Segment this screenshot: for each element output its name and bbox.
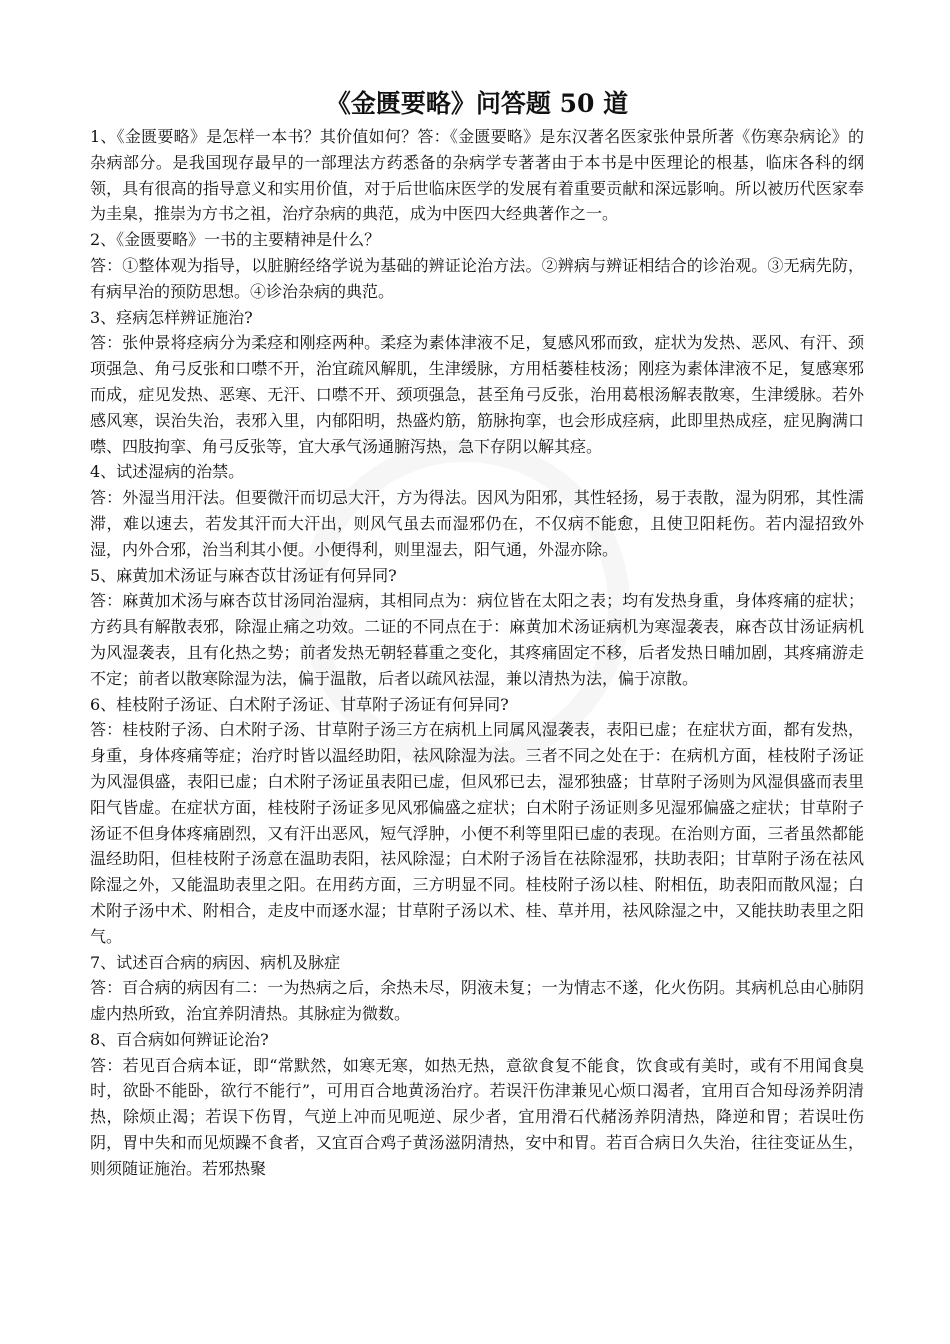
question-7: 7、试述百合病的病因、病机及脉症 (90, 952, 341, 972)
answer-8: 答：若见百合病本证，即“常默然，如寒无寒，如热无热，意欲食复不能食，饮食或有美时，或有不用闻食臭时，欲卧不能卧，欲行不能行”，可用百合地黄汤治疗。若误汗伤津兼见心烦口渴者，宜用百合知母汤养阴清热，除烦止渴；若误下伤胃，气逆上冲而见呃逆、尿少者，宜用滑石代赭汤养阴清热，降逆和胃；若误吐伤阴，胃中失和而见烦躁不食者，又宜百合鸡子黄汤滋阴清热，安中和胃。若百合病日久失治，往往变证丛生，则须随证施治。若邪热聚 (90, 1055, 864, 1178)
answer-2: 答：①整体观为指导，以脏腑经络学说为基础的辨证论治方法。②辨病与辨证相结合的诊治观。③无病先防，有病早治的预防思想。④诊治杂病的典范。 (90, 255, 864, 301)
answer-5: 答：麻黄加术汤与麻杏苡甘汤同治湿病，其相同点为：病位皆在太阳之表；均有发热身重，身体疼痛的症状；方药具有解散表邪，除湿止痛之功效。二证的不同点在于：麻黄加术汤证病机为寒湿袭表，麻杏苡甘汤证病机为风湿袭表，且有化热之势；前者发热无朝轻暮重之变化，其疼痛固定不移，后者发热日晡加剧，其疼痛游走不定；前者以散寒除湿为法，偏于温散，后者以疏风祛湿，兼以清热为法，偏于凉散。 (90, 591, 864, 688)
qa-item-6 (90, 692, 864, 950)
document-title: 《金匮要略》问答题 50 道 (325, 89, 629, 118)
document-page (90, 88, 864, 1268)
answer-7: 答：百合病的病因有二：一为热病之后，余热未尽，阴液未复；一为情志不遂，化火伤阴。其病机总由心肺阴虚内热所致，治宜养阴清热。其脉症为微数。 (90, 978, 864, 1024)
question-5: 5、麻黄加术汤证与麻杏苡甘汤证有何异同? (90, 565, 397, 585)
question-6: 6、桂枝附子汤证、白术附子汤证、甘草附子汤证有何异同? (90, 694, 509, 714)
answer-4: 答：外湿当用汗法。但要微汗而切忌大汗，方为得法。因风为阳邪，其性轻扬，易于表散，湿为阴邪，其性濡滞，难以速去，若发其汗而大汗出，则风气虽去而湿邪仍在，不仅病不能愈，且使卫阳耗伤。若内湿招致外湿，内外合邪，治当利其小便。小便得利，则里湿去，阳气通，外湿亦除。 (90, 488, 864, 559)
answer-3: 答：张仲景将痉病分为柔痉和刚痉两种。柔痉为素体津液不足，复感风邪而致，症状为发热、恶风、有汗、颈项强急、角弓反张和口噤不开，治宜疏风解肌，生津缓脉，方用栝蒌桂枝汤；刚痉为素体津液不足，复感寒邪而成，症见发热、恶寒、无汗、口噤不开、颈项强急，甚至角弓反张，治用葛根汤解表散寒，生津缓脉。若外感风寒，误治失治，表邪入里，内郁阳明，热盛灼筋，筋脉拘挛，也会形成痉病，此即里热成痉，症见胸满口噤、四肢拘挛、角弓反张等，宜大承气汤通腑泻热，急下存阴以解其痉。 (90, 333, 864, 456)
qa-item-2 (90, 227, 864, 304)
qa-item-4 (90, 459, 864, 562)
answer-6: 答：桂枝附子汤、白术附子汤、甘草附子汤三方在病机上同属风湿袭表，表阳已虚；在症状方面，都有发热，身重，身体疼痛等症；治疗时皆以温经助阳，祛风除湿为法。三者不同之处在于：在病机方面，桂枝附子汤证为风湿俱盛，表阳已虚；白术附子汤证虽表阳已虚，但风邪已去，湿邪独盛；甘草附子汤则为风湿俱盛而表里阳气皆虚。在症状方面，桂枝附子汤证多见风邪偏盛之症状；白术附子汤证则多见湿邪偏盛之症状；甘草附子汤证不但身体疼痛剧烈，又有汗出恶风，短气浮肿，小便不利等里阳已虚的表现。在治则方面，三者虽然都能温经助阳，但桂枝附子汤意在温助表阳，祛风除湿；白术附子汤旨在祛除湿邪，扶助表阳；甘草附子汤在祛风除湿之外，又能温助表里之阳。在用药方面，三方明显不同。桂枝附子汤以桂、附相伍，助表阳而散风湿；白术附子汤中术、附相合，走皮中而逐水湿；甘草附子汤以术、桂、草并用，祛风除湿之中，又能扶助表里之阳气。 (90, 720, 864, 946)
qa-item-3 (90, 305, 864, 460)
qa-item-5 (90, 563, 864, 692)
qa-item-1 (90, 124, 864, 227)
qa-item-7 (90, 950, 864, 1027)
question-3: 3、痉病怎样辨证施治? (90, 307, 253, 327)
question-8: 8、百合病如何辨证论治? (90, 1029, 269, 1049)
qa-item-8 (90, 1027, 864, 1182)
question-4: 4、试述湿病的治禁。 (90, 462, 245, 482)
question-2: 2、《金匮要略》一书的主要精神是什么？ (90, 230, 381, 250)
question-1: 1、《金匮要略》是怎样一本书？其价值如何？答：《金匮要略》是东汉著名医家张仲景所著《伤寒杂病论》的杂病部分。是我国现存最早的一部理法方药悉备的杂病学专著著由于本书是中医理论的根基，临床各科的纲领，具有很高的指导意义和实用价值，对于后世临床医学的发展有着重要贡献和深远影响。所以被历代医家奉为圭臬，推崇为方书之祖，治疗杂病的典范，成为中医四大经典著作之一。 (90, 127, 864, 224)
